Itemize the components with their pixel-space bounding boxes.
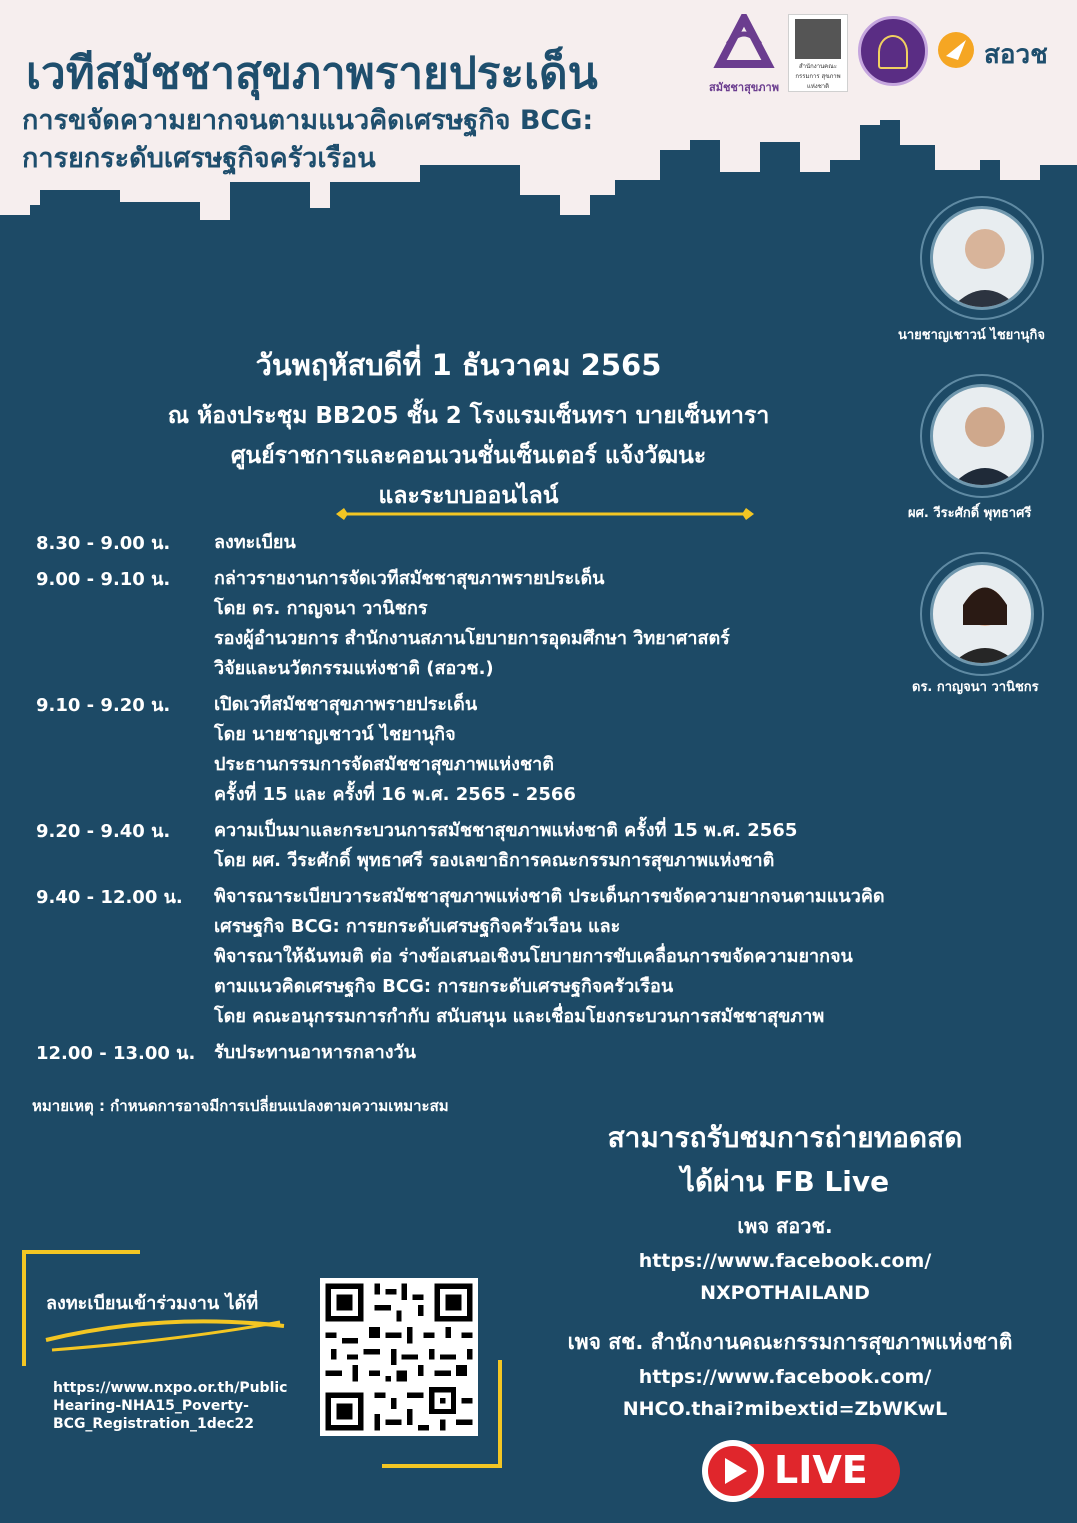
agenda-time: 8.30 - 9.00 น. (36, 533, 171, 554)
event-date: วันพฤหัสบดีที่ 1 ธันวาคม 2565 (255, 348, 662, 382)
page-title: เวทีสมัชชาสุขภาพรายประเด็น (26, 48, 598, 99)
registration-qr-code[interactable] (320, 1278, 478, 1436)
agenda-time: 9.20 - 9.40 น. (36, 821, 171, 842)
registration-url-line2[interactable]: Hearing-NHA15_Poverty- (53, 1398, 249, 1414)
nxpo-logo-label: สอวช (984, 40, 1048, 70)
live-badge (700, 1438, 902, 1504)
agenda-desc: โดย นายชาญเชาวน์ ไชยานุกิจ (214, 724, 456, 745)
speaker-name-1: นายชาญเชาวน์ ไชยานุกิจ (898, 328, 1045, 343)
live-page2-url-line1[interactable]: https://www.facebook.com/ (638, 1366, 932, 1388)
registration-url-line3[interactable]: BCG_Registration_1dec22 (53, 1416, 255, 1432)
event-venue-line3: และระบบออนไลน์ (378, 483, 559, 509)
samatcha-logo (708, 14, 780, 94)
live-page2-label: เพจ สช. สำนักงานคณะกรรมการสุขภาพแห่งชาติ (567, 1330, 1013, 1354)
speaker-photo-2 (930, 384, 1034, 488)
agenda-row (32, 528, 1012, 558)
agenda-row (32, 1038, 1012, 1068)
agenda (32, 528, 1012, 1074)
agenda-desc: ความเป็นมาและกระบวนการสมัชชาสุขภาพแห่งชาติ ครั้งที่ 15 พ.ศ. 2565 (214, 820, 798, 841)
agenda-desc: รับประทานอาหารกลางวัน (214, 1042, 416, 1063)
nxpo-logo (936, 30, 1066, 74)
registration-url-line1[interactable]: https://www.nxpo.or.th/Public (53, 1380, 288, 1396)
agenda-desc: เปิดเวทีสมัชชาสุขภาพรายประเด็น (214, 694, 478, 715)
emblem-logo (858, 16, 928, 86)
agenda-row (32, 564, 1012, 684)
agenda-desc: เศรษฐกิจ BCG: การยกระดับเศรษฐกิจครัวเรือน และ (214, 916, 621, 937)
agenda-time: 9.40 - 12.00 น. (36, 887, 183, 908)
agenda-desc: รองผู้อำนวยการ สำนักงานสภานโยบายการอุดมศึกษา วิทยาศาสตร์ (214, 628, 730, 649)
agenda-row (32, 882, 1012, 1032)
agenda-row (32, 690, 1012, 810)
agenda-desc: พิจารณาระเบียบวาระสมัชชาสุขภาพแห่งชาติ ประเด็นการขจัดความยากจนตามแนวคิด (214, 886, 885, 907)
page-subtitle-line1: การขจัดความยากจนตามแนวคิดเศรษฐกิจ BCG: (22, 105, 594, 136)
agenda-desc: โดย ผศ. วีระศักดิ์ พุทธาศรี รองเลขาธิการคณะกรรมการสุขภาพแห่งชาติ (214, 850, 775, 871)
speaker-name-2: ผศ. วีระศักดิ์ พุทธาศรี (908, 506, 1032, 521)
agenda-desc: กล่าวรายงานการจัดเวทีสมัชชาสุขภาพรายประเด็น (214, 568, 605, 589)
agenda-desc: ครั้งที่ 15 และ ครั้งที่ 16 พ.ศ. 2565 - 2566 (214, 784, 576, 805)
nhco-logo-label: สำนักงานคณะกรรมการ สุขภาพแห่งชาติ (795, 63, 841, 90)
live-page1-label: เพจ สอวช. (737, 1214, 833, 1238)
nhco-logo (788, 14, 848, 92)
agenda-desc: ลงทะเบียน (214, 532, 296, 553)
live-page1-url-line2[interactable]: NXPOTHAILAND (700, 1282, 870, 1304)
live-heading-line1: สามารถรับชมการถ่ายทอดสด (607, 1121, 963, 1154)
live-badge-label: LIVE (774, 1448, 868, 1492)
agenda-desc: พิจารณาให้ฉันทมติ ต่อ ร่างข้อเสนอเชิงนโยบายการขับเคลื่อนการขจัดความยากจน (214, 946, 853, 967)
live-page1-url-line1[interactable]: https://www.facebook.com/ (638, 1250, 932, 1272)
speaker-name-3: ดร. กาญจนา วานิชกร (912, 680, 1039, 695)
agenda-time: 9.00 - 9.10 น. (36, 569, 171, 590)
speaker-photo-1 (930, 206, 1034, 310)
agenda-row (32, 816, 1012, 876)
schedule-note: หมายเหตุ : กำหนดการอาจมีการเปลี่ยนแปลงตามความเหมาะสม (32, 1097, 449, 1115)
page-subtitle-line2: การยกระดับเศรษฐกิจครัวเรือน (22, 143, 376, 174)
event-venue-line2: ศูนย์ราชการและคอนเวนชั่นเซ็นเตอร์ แจ้งวัฒนะ (230, 443, 707, 469)
gold-divider (336, 505, 754, 523)
agenda-time: 9.10 - 9.20 น. (36, 695, 171, 716)
live-page2-url-line2[interactable]: NHCO.thai?mibextid=ZbWKwL (622, 1398, 948, 1420)
agenda-desc: ตามแนวคิดเศรษฐกิจ BCG: การยกระดับเศรษฐกิจครัวเรือน (214, 976, 674, 997)
event-venue-line1: ณ ห้องประชุม BB205 ชั้น 2 โรงแรมเซ็นทรา บายเซ็นทารา (167, 403, 770, 429)
registration-label: ลงทะเบียนเข้าร่วมงาน ได้ที่ (46, 1293, 259, 1314)
samatcha-logo-label: สมัชชาสุขภาพ (709, 81, 779, 94)
agenda-desc: วิจัยและนวัตกรรมแห่งชาติ (สอวช.) (214, 658, 494, 679)
agenda-time: 12.00 - 13.00 น. (36, 1043, 196, 1064)
agenda-desc: โดย คณะอนุกรรมการกำกับ สนับสนุน และเชื่อมโยงกระบวนการสมัชชาสุขภาพ (214, 1006, 825, 1027)
partner-logos (700, 14, 1070, 94)
live-heading-line2: ได้ผ่าน FB Live (680, 1165, 890, 1198)
agenda-desc: ประธานกรรมการจัดสมัชชาสุขภาพแห่งชาติ (214, 754, 554, 775)
agenda-desc: โดย ดร. กาญจนา วานิชกร (214, 598, 428, 619)
